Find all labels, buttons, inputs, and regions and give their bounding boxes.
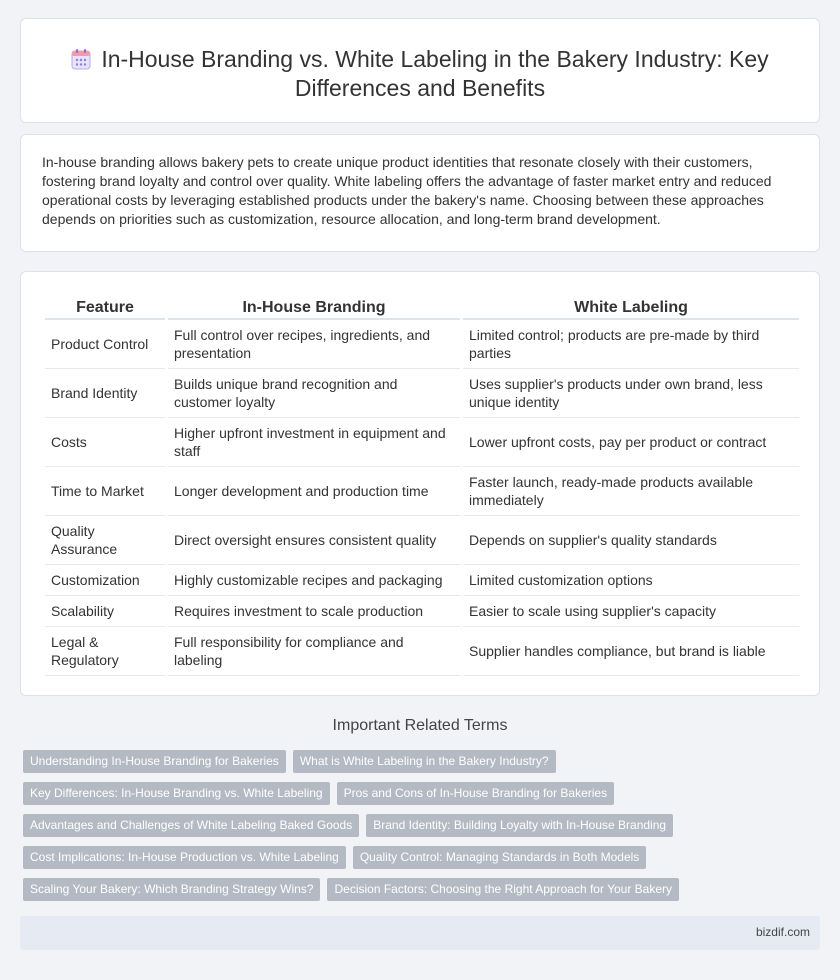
feature-cell: Legal & Regulatory — [45, 627, 165, 676]
tag-row — [23, 782, 813, 805]
in-house-cell: Builds unique brand recognition and customer loyalty — [168, 369, 460, 418]
feature-cell: Scalability — [45, 596, 165, 627]
table-row — [45, 516, 799, 565]
header-in-house-branding: In-House Branding — [168, 294, 460, 320]
related-term-link[interactable]: Understanding In-House Branding for Bakeries — [23, 750, 286, 773]
feature-cell: Costs — [45, 418, 165, 467]
comparison-card — [20, 271, 820, 696]
related-terms-title: Important Related Terms — [332, 717, 508, 734]
page-title-wrap — [51, 45, 789, 103]
feature-cell: Brand Identity — [45, 369, 165, 418]
related-terms-list — [23, 750, 813, 910]
footer — [20, 916, 820, 950]
table-row — [45, 418, 799, 467]
white-label-cell: Limited customization options — [463, 565, 799, 596]
title-card — [20, 18, 820, 123]
in-house-cell: Longer development and production time — [168, 467, 460, 516]
white-label-cell: Uses supplier's products under own brand, less unique identity — [463, 369, 799, 418]
in-house-cell: Highly customizable recipes and packaging — [168, 565, 460, 596]
table-row — [45, 596, 799, 627]
table-row — [45, 320, 799, 369]
in-house-cell: Requires investment to scale production — [168, 596, 460, 627]
white-label-cell: Faster launch, ready-made products available immediately — [463, 467, 799, 516]
related-term-link[interactable]: Cost Implications: In-House Production vs. White Labeling — [23, 846, 346, 869]
tag-row — [23, 846, 813, 869]
feature-cell: Customization — [45, 565, 165, 596]
intro-paragraph: In-house branding allows bakery pets to create unique product identities that resonate closely with their customers, fostering brand loyalty and control over quality. White labeling offers the advantage of faster market entry and reduced operational costs by leveraging established products under the bakery's name. Choosing between these approaches depends on priorities such as customization, resource allocation, and long-term brand development. — [42, 154, 772, 227]
tag-row — [23, 878, 813, 901]
table-row — [45, 369, 799, 418]
tag-row — [23, 750, 813, 773]
table-row — [45, 627, 799, 676]
white-label-cell: Lower upfront costs, pay per product or contract — [463, 418, 799, 467]
calendar-icon — [71, 48, 91, 70]
in-house-cell: Full control over recipes, ingredients, and presentation — [168, 320, 460, 369]
tag-row — [23, 814, 813, 837]
white-label-cell: Easier to scale using supplier's capacity — [463, 596, 799, 627]
white-label-cell: Depends on supplier's quality standards — [463, 516, 799, 565]
white-label-cell: Limited control; products are pre-made by third parties — [463, 320, 799, 369]
table-row — [45, 565, 799, 596]
page-title: In-House Branding vs. White Labeling in the Bakery Industry: Key Differences and Benefits — [101, 46, 769, 101]
comparison-table — [42, 294, 802, 676]
feature-cell: Product Control — [45, 320, 165, 369]
in-house-cell: Full responsibility for compliance and labeling — [168, 627, 460, 676]
header-white-labeling: White Labeling — [463, 294, 799, 320]
in-house-cell: Direct oversight ensures consistent quality — [168, 516, 460, 565]
feature-cell: Quality Assurance — [45, 516, 165, 565]
related-term-link[interactable]: Scaling Your Bakery: Which Branding Strategy Wins? — [23, 878, 320, 901]
header-feature: Feature — [45, 294, 165, 320]
in-house-cell: Higher upfront investment in equipment and staff — [168, 418, 460, 467]
related-term-link[interactable]: Decision Factors: Choosing the Right Approach for Your Bakery — [327, 878, 679, 901]
table-header-row — [45, 294, 799, 320]
related-term-link[interactable]: Pros and Cons of In-House Branding for Bakeries — [337, 782, 614, 805]
feature-cell: Time to Market — [45, 467, 165, 516]
related-term-link[interactable]: Brand Identity: Building Loyalty with In-House Branding — [366, 814, 673, 837]
related-term-link[interactable]: What is White Labeling in the Bakery Industry? — [293, 750, 556, 773]
white-label-cell: Supplier handles compliance, but brand is liable — [463, 627, 799, 676]
related-term-link[interactable]: Key Differences: In-House Branding vs. White Labeling — [23, 782, 330, 805]
related-term-link[interactable]: Quality Control: Managing Standards in Both Models — [353, 846, 647, 869]
intro-card — [20, 134, 820, 252]
table-row — [45, 467, 799, 516]
footer-site-link[interactable]: bizdif.com — [755, 925, 810, 939]
related-term-link[interactable]: Advantages and Challenges of White Labeling Baked Goods — [23, 814, 359, 837]
